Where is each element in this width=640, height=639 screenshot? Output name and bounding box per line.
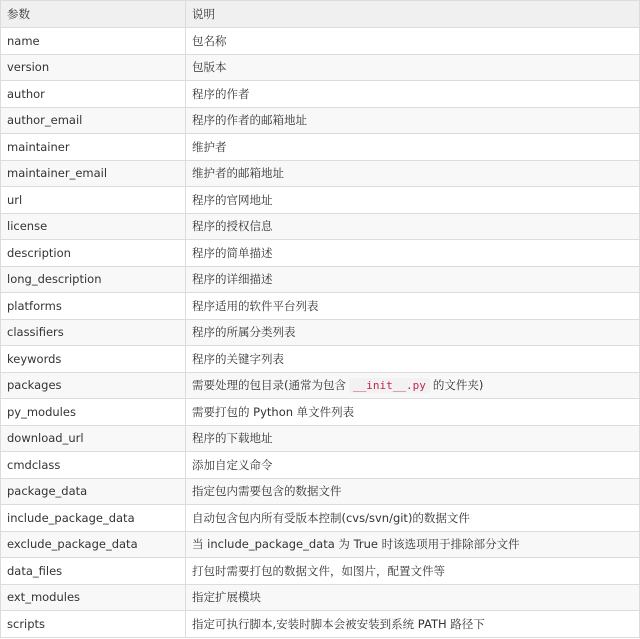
- description-cell: 指定扩展模块: [186, 584, 640, 611]
- param-cell: license: [1, 213, 186, 240]
- description-cell: 指定可执行脚本,安装时脚本会被安装到系统 PATH 路径下: [186, 611, 640, 638]
- table-row: [1, 293, 640, 320]
- param-cell: maintainer: [1, 134, 186, 161]
- description-cell: 指定包内需要包含的数据文件: [186, 478, 640, 505]
- table-row: [1, 505, 640, 532]
- description-cell: 当 include_package_data 为 True 时该选项用于排除部分文件: [186, 531, 640, 558]
- param-cell: ext_modules: [1, 584, 186, 611]
- table-row: [1, 452, 640, 479]
- table-row: [1, 531, 640, 558]
- description-cell: 程序的关键字列表: [186, 346, 640, 373]
- param-cell: description: [1, 240, 186, 267]
- header-description: 说明: [186, 1, 640, 28]
- description-cell: 程序的授权信息: [186, 213, 640, 240]
- param-cell: packages: [1, 372, 186, 399]
- table-row: [1, 187, 640, 214]
- param-cell: include_package_data: [1, 505, 186, 532]
- inline-code: __init__.py: [349, 378, 430, 393]
- description-cell: 自动包含包内所有受版本控制(cvs/svn/git)的数据文件: [186, 505, 640, 532]
- param-cell: platforms: [1, 293, 186, 320]
- table-row: [1, 54, 640, 81]
- description-cell: [186, 372, 640, 399]
- header-param: 参数: [1, 1, 186, 28]
- table-row: [1, 425, 640, 452]
- param-cell: scripts: [1, 611, 186, 638]
- table-row: [1, 213, 640, 240]
- table-row: [1, 611, 640, 638]
- table-body: [1, 28, 640, 638]
- description-cell: 维护者: [186, 134, 640, 161]
- param-cell: package_data: [1, 478, 186, 505]
- table-row: [1, 28, 640, 55]
- param-cell: cmdclass: [1, 452, 186, 479]
- description-cell: 包版本: [186, 54, 640, 81]
- description-cell: 程序适用的软件平台列表: [186, 293, 640, 320]
- table-row: [1, 558, 640, 585]
- table-row: [1, 81, 640, 108]
- description-cell: 程序的简单描述: [186, 240, 640, 267]
- param-cell: long_description: [1, 266, 186, 293]
- description-text: 需要处理的包目录(通常为包含: [192, 378, 346, 393]
- description-cell: 程序的详细描述: [186, 266, 640, 293]
- param-cell: data_files: [1, 558, 186, 585]
- header-row: [1, 1, 640, 28]
- param-cell: url: [1, 187, 186, 214]
- table-row: [1, 319, 640, 346]
- table-row: [1, 134, 640, 161]
- table-header: [1, 1, 640, 28]
- table-row: [1, 372, 640, 399]
- description-cell: 程序的下载地址: [186, 425, 640, 452]
- description-cell: 程序的作者: [186, 81, 640, 108]
- param-cell: exclude_package_data: [1, 531, 186, 558]
- description-cell: 打包时需要打包的数据文件，如图片，配置文件等: [186, 558, 640, 585]
- param-cell: keywords: [1, 346, 186, 373]
- description-cell: 维护者的邮箱地址: [186, 160, 640, 187]
- param-cell: author_email: [1, 107, 186, 134]
- param-cell: author: [1, 81, 186, 108]
- table-row: [1, 399, 640, 426]
- param-cell: version: [1, 54, 186, 81]
- param-cell: py_modules: [1, 399, 186, 426]
- description-cell: 包名称: [186, 28, 640, 55]
- table-row: [1, 584, 640, 611]
- table-row: [1, 160, 640, 187]
- param-cell: maintainer_email: [1, 160, 186, 187]
- description-cell: 程序的作者的邮箱地址: [186, 107, 640, 134]
- table-row: [1, 346, 640, 373]
- param-cell: name: [1, 28, 186, 55]
- description-cell: 需要打包的 Python 单文件列表: [186, 399, 640, 426]
- table-row: [1, 478, 640, 505]
- description-cell: 添加自定义命令: [186, 452, 640, 479]
- table-row: [1, 107, 640, 134]
- table-row: [1, 240, 640, 267]
- description-cell: 程序的所属分类列表: [186, 319, 640, 346]
- param-cell: classifiers: [1, 319, 186, 346]
- table-row: [1, 266, 640, 293]
- param-cell: download_url: [1, 425, 186, 452]
- description-cell: 程序的官网地址: [186, 187, 640, 214]
- description-text: 的文件夹): [432, 378, 484, 393]
